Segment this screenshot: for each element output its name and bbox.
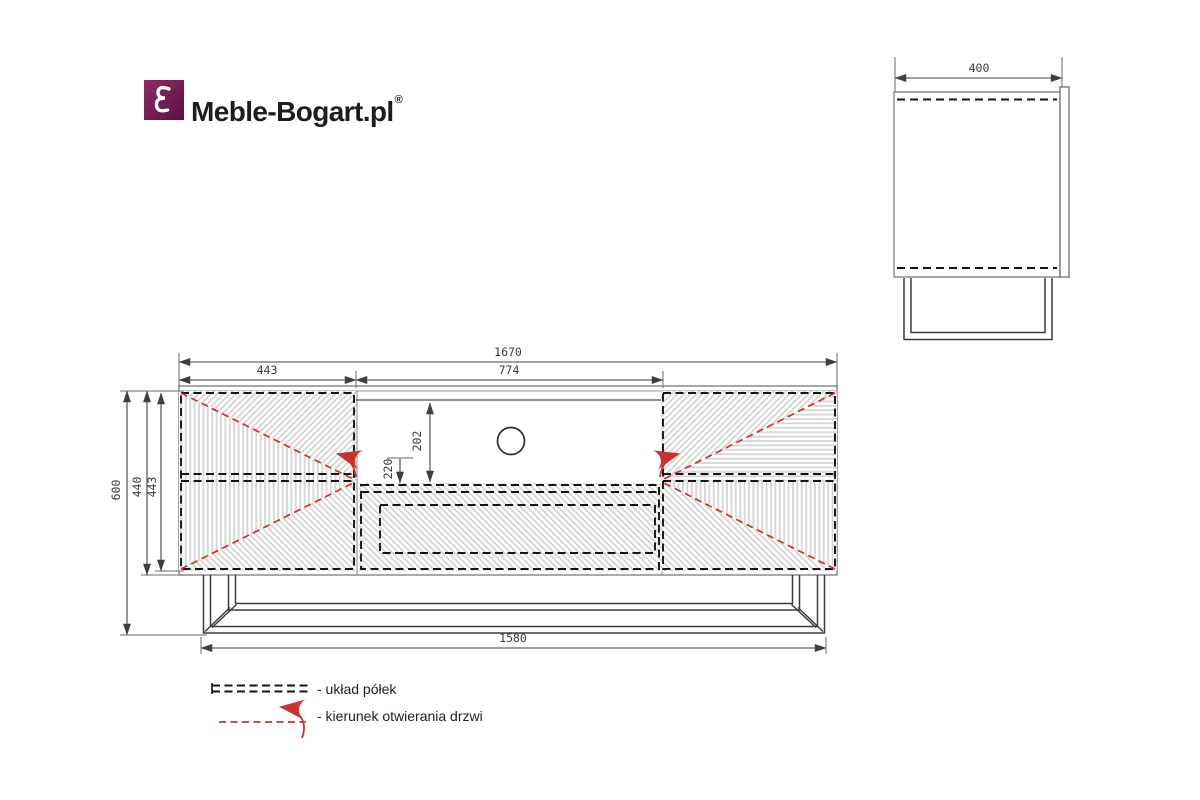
- dim-total-height: 600: [109, 479, 123, 501]
- legend-symbols: [212, 683, 308, 738]
- dim-body-height: 440: [130, 476, 144, 498]
- side-view: [894, 57, 1069, 340]
- side-front-panel: [1060, 87, 1069, 277]
- side-leg-outer: [904, 278, 1052, 340]
- left-door: [179, 391, 356, 571]
- cable-hole: [498, 428, 525, 455]
- drawer-section: [359, 483, 661, 571]
- dim-niche-width: 774: [498, 363, 520, 377]
- front-view: [109, 345, 837, 654]
- registered-mark: ®: [394, 94, 403, 106]
- dim-left-door-width: 443: [256, 363, 278, 377]
- dim-door-height: 443: [145, 476, 159, 498]
- dim-drawer-section-height: 220: [381, 458, 395, 480]
- side-body: [894, 92, 1060, 277]
- dim-depth: 400: [968, 61, 990, 75]
- legend-shelves-label: - układ półek: [317, 681, 397, 697]
- brand-name-text: Meble-Bogart.pl: [191, 96, 394, 127]
- dim-base-width: 1580: [499, 631, 527, 645]
- dim-niche-height: 202: [410, 430, 424, 452]
- base-frame: [204, 575, 825, 633]
- legend-door-direction-label: - kierunek otwierania drzwi: [317, 708, 483, 724]
- dim-total-width: 1670: [494, 345, 522, 359]
- right-door: [660, 391, 837, 571]
- side-leg-inner: [911, 278, 1045, 333]
